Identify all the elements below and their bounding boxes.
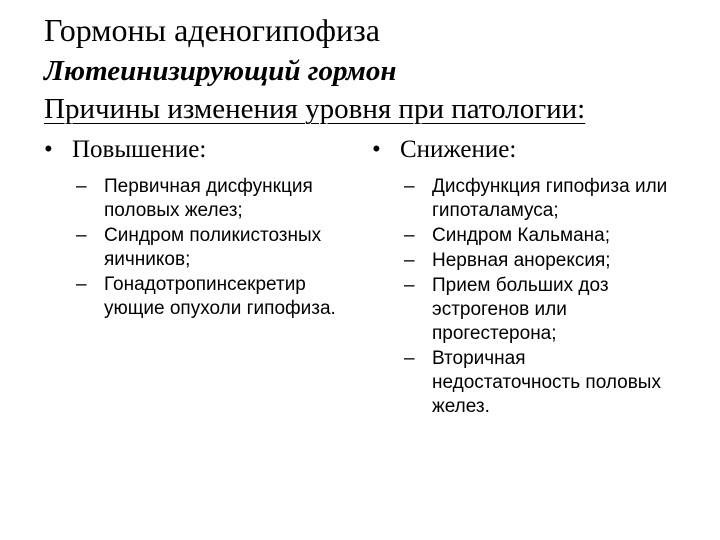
list-item-text: Вторичная недостаточность половых желез. xyxy=(432,348,661,417)
list-item-text: Дисфункция гипофиза или гипоталамуса; xyxy=(432,176,668,221)
dash-icon: – xyxy=(76,225,87,246)
decrease-column xyxy=(370,135,670,420)
section-heading: Причины изменения уровня при патологии: xyxy=(44,93,586,125)
decrease-heading xyxy=(370,135,670,165)
list-item-text: Синдром Кальмана; xyxy=(432,225,610,246)
bullet-icon: • xyxy=(372,136,381,163)
list-item-text: Синдром поликистозных яичников; xyxy=(104,225,322,270)
dash-icon: – xyxy=(404,176,415,197)
list-item xyxy=(370,175,670,223)
list-item-text: Гонадотропинсекретир ующие опухоли гипофиза. xyxy=(104,274,336,319)
list-item xyxy=(42,175,352,223)
bullet-icon: • xyxy=(44,136,53,163)
dash-icon: – xyxy=(76,176,87,197)
slide-title: Гормоны аденогипофиза xyxy=(44,12,380,48)
dash-icon: – xyxy=(404,348,415,369)
list-item-text: Нервная анорексия; xyxy=(432,250,611,271)
increase-list xyxy=(42,175,352,321)
list-item xyxy=(42,273,352,321)
list-item xyxy=(370,249,670,273)
dash-icon: – xyxy=(404,275,415,296)
decrease-heading-label: Снижение: xyxy=(400,136,517,163)
list-item-text: Первичная дисфункция половых желез; xyxy=(104,176,313,221)
increase-heading xyxy=(42,135,352,165)
increase-column xyxy=(42,135,352,322)
slide-subtitle: Лютеинизирующий гормон xyxy=(44,55,397,87)
dash-icon: – xyxy=(404,250,415,271)
increase-heading-label: Повышение: xyxy=(72,136,207,163)
dash-icon: – xyxy=(404,225,415,246)
dash-icon: – xyxy=(76,274,87,295)
decrease-list xyxy=(370,175,670,419)
list-item xyxy=(370,274,670,346)
list-item xyxy=(42,224,352,272)
list-item-text: Прием больших доз эстрогенов или прогестерона; xyxy=(432,275,609,344)
list-item xyxy=(370,224,670,248)
list-item xyxy=(370,347,670,419)
